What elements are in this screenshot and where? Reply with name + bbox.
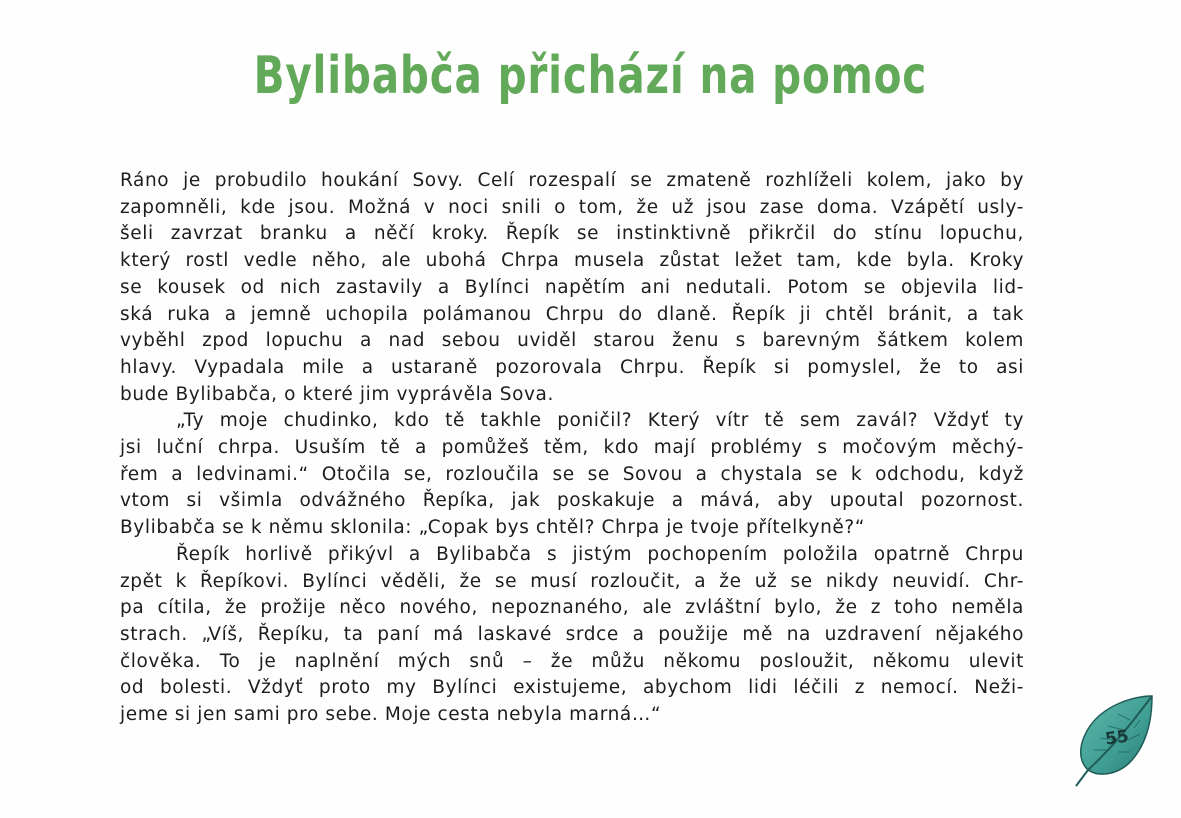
text-line: hlavy. Vypadala mile a ustaraně pozorovala Chrpu. Řepík si pomyslel, že to asi — [120, 356, 1024, 378]
paragraph — [120, 408, 1024, 542]
text-line: člověka. To je naplnění mých snů – že můžu někomu posloužit, někomu ulevit — [120, 650, 1024, 672]
paragraph — [120, 168, 1024, 408]
text-line: pa cítila, že prožije něco nového, nepoznaného, ale zvláštní bylo, že z toho neměla — [120, 597, 1024, 619]
text-line: který rostl vedle něho, ale ubohá Chrpa musela zůstat ležet tam, kde byla. Kroky — [120, 250, 1024, 272]
text-line: od bolesti. Vždyť proto my Bylínci existujeme, abychom lidi léčili z nemocí. Neži- — [120, 677, 1024, 699]
text-line: Řepík horlivě přikývl a Bylibabča s jistým pochopením položila opatrně Chrpu — [176, 543, 1024, 565]
text-line: Bylibabča se k němu sklonila: „Copak bys chtěl? Chrpa je tvoje přítelkyně?“ — [120, 517, 866, 539]
chapter-body — [120, 168, 1024, 729]
text-line: zapomněli, kde jsou. Možná v noci snili o tom, že už jsou zase doma. Vzápětí usly- — [120, 196, 1024, 218]
text-line: vtom si všimla odvážného Řepíka, jak poskakuje a mává, aby upoutal pozornost. — [120, 490, 1024, 512]
text-line: bude Bylibabča, o které jim vyprávěla Sova. — [120, 383, 554, 405]
text-line: strach. „Víš, Řepíku, ta paní má laskavé srdce a použije mě na uzdravení nějakého — [120, 623, 1024, 645]
text-line: jeme si jen sami pro sebe. Moje cesta nebyla marná…“ — [120, 704, 662, 726]
text-line: ská ruka a jemně uchopila polámanou Chrpu do dlaně. Řepík ji chtěl bránit, a tak — [120, 303, 1024, 325]
text-line: zpět k Řepíkovi. Bylínci věděli, že se musí rozloučit, a že už se nikdy neuvidí. Chr- — [120, 570, 1024, 592]
text-line: Ráno je probudilo houkání Sovy. Celí rozespalí se zmateně rozhlíželi kolem, jako by — [120, 170, 1024, 191]
text-line: řem a ledvinami.“ Otočila se, rozloučila se se Sovou a chystala se k odchodu, když — [120, 463, 1024, 485]
text-line: jsi luční chrpa. Usuším tě a pomůžeš těm, kdo mají problémy s močovým měchý- — [120, 437, 1024, 459]
text-line: se kousek od nich zastavily a Bylínci napětím ani nedutali. Potom se objevila lid- — [120, 276, 1024, 298]
text-line: vyběhl zpod lopuchu a nad sebou uviděl starou ženu s barevným šátkem kolem — [120, 330, 1024, 352]
page-number: 55 — [1103, 726, 1131, 750]
chapter-title: Bylibabča přichází na pomoc — [253, 46, 928, 106]
paragraph — [120, 542, 1024, 729]
text-line: „Ty moje chudinko, kdo tě takhle poničil? Který vítr tě sem zavál? Vždyť ty — [176, 410, 1024, 432]
text-line: šeli zavrzat branku a něčí kroky. Řepík se instinktivně přikrčil do stínu lopuchu, — [120, 223, 1024, 245]
